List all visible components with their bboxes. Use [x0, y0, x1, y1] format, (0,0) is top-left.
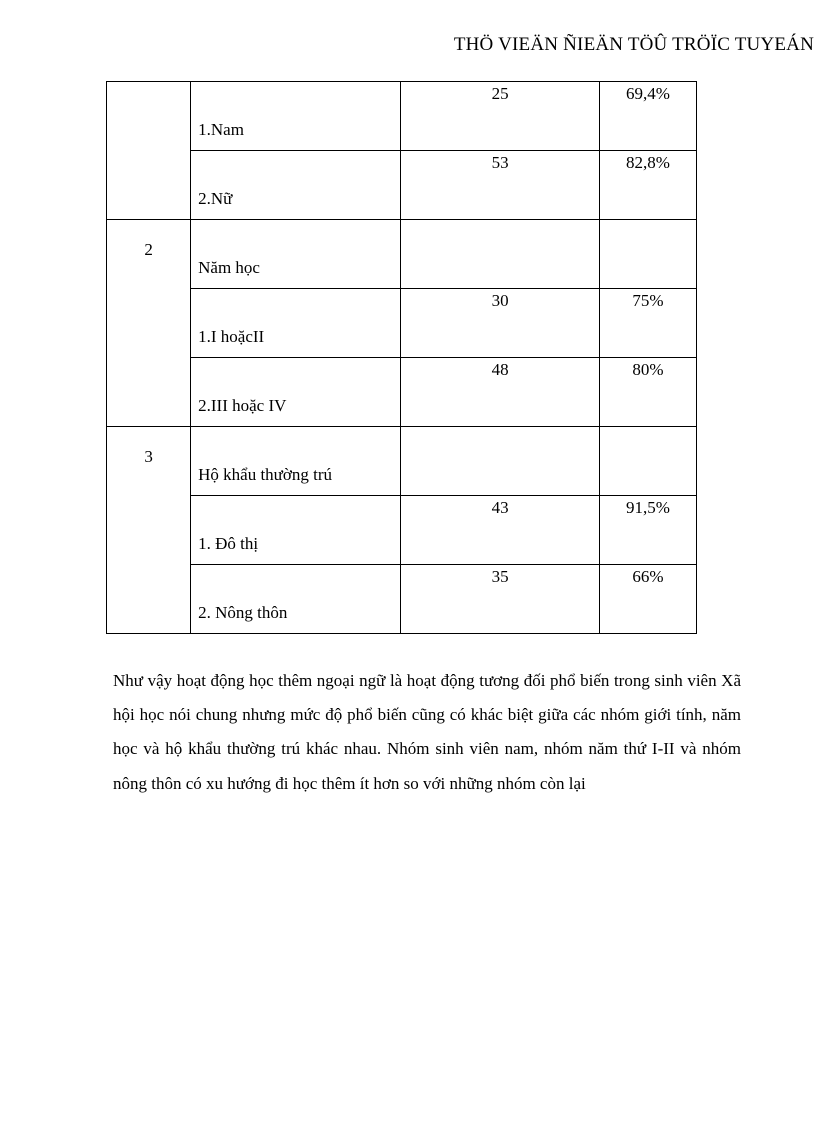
- table-row: [107, 289, 697, 358]
- group-number: 2: [144, 240, 153, 259]
- label-cell: [191, 358, 401, 427]
- label-cell: [191, 427, 401, 496]
- row-label: 2. Nông thôn: [198, 603, 288, 622]
- percent-cell: [599, 565, 696, 634]
- row-label: 1.I hoặcII: [198, 327, 265, 346]
- label-cell: [191, 496, 401, 565]
- group-number: [107, 82, 190, 102]
- percent-cell: [599, 289, 696, 358]
- page-header: THÖ VIEÄN ÑIEÄN TÖÛ TRÖÏC TUYEÁN: [453, 34, 814, 55]
- count-cell: [401, 358, 599, 427]
- percent-cell: [599, 496, 696, 565]
- group-number: 3: [144, 447, 153, 466]
- table-row: [107, 151, 697, 220]
- row-percent: [600, 220, 696, 222]
- table-row: [107, 220, 697, 289]
- row-label: 1. Đô thị: [198, 534, 259, 553]
- row-count: 53: [491, 153, 509, 172]
- percent-cell: [599, 220, 696, 289]
- percent-cell: [599, 151, 696, 220]
- count-cell: [401, 82, 599, 151]
- label-cell: [191, 289, 401, 358]
- row-label: Hộ khẩu thường trú: [198, 465, 333, 484]
- count-cell: [401, 427, 599, 496]
- row-percent: 82,8%: [625, 153, 670, 172]
- row-label: 2.III hoặc IV: [198, 396, 287, 415]
- row-percent: 66%: [632, 567, 664, 586]
- row-count: [401, 427, 598, 429]
- table-row: [107, 427, 697, 496]
- count-cell: [401, 220, 599, 289]
- row-label: 2.Nữ: [198, 189, 233, 208]
- label-cell: [191, 151, 401, 220]
- group-number-cell: [107, 427, 191, 634]
- row-count: 30: [491, 291, 509, 310]
- table-row: [107, 82, 697, 151]
- statistics-table: [106, 81, 697, 634]
- group-number-cell: [107, 220, 191, 427]
- percent-cell: [599, 427, 696, 496]
- body-paragraph: Như vậy hoạt động học thêm ngoại ngữ là hoạt động tương đối phổ biến trong sinh viên Xã hội học nói chung nhưng mức độ phổ biến cũng có khác biệt giữa các nhóm giới tính, năm học và hộ khẩu thường trú khác nhau. Nhóm sinh viên nam, nhóm năm thứ I-II và nhóm nông thôn có xu hướng đi học thêm ít hơn so với những nhóm còn lại: [113, 671, 741, 793]
- count-cell: [401, 289, 599, 358]
- table-row: [107, 565, 697, 634]
- table-row: [107, 358, 697, 427]
- row-label: 1.Nam: [198, 120, 244, 139]
- group-number-cell: [107, 82, 191, 220]
- row-percent: 75%: [632, 291, 664, 310]
- row-percent: [600, 427, 696, 429]
- percent-cell: [599, 82, 696, 151]
- label-cell: [191, 82, 401, 151]
- label-cell: [191, 565, 401, 634]
- row-percent: 69,4%: [625, 84, 670, 103]
- count-cell: [401, 565, 599, 634]
- table-row: [107, 496, 697, 565]
- row-label: Năm học: [198, 258, 260, 277]
- count-cell: [401, 151, 599, 220]
- row-percent: 80%: [632, 360, 664, 379]
- row-count: 48: [491, 360, 509, 379]
- row-percent: 91,5%: [625, 498, 670, 517]
- row-count: 43: [491, 498, 509, 517]
- label-cell: [191, 220, 401, 289]
- row-count: [401, 220, 598, 222]
- percent-cell: [599, 358, 696, 427]
- row-count: 35: [491, 567, 509, 586]
- count-cell: [401, 496, 599, 565]
- row-count: 25: [491, 84, 509, 103]
